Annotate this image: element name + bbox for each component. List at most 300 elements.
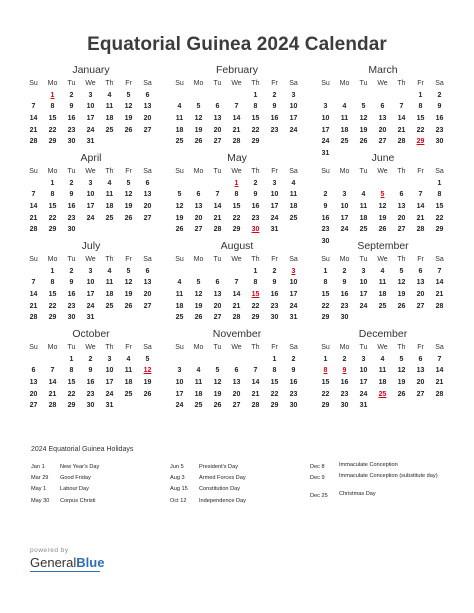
day-cell: 13 bbox=[143, 191, 152, 199]
weekday-label: Th bbox=[105, 80, 114, 87]
month-name: October bbox=[72, 328, 110, 340]
holiday-item bbox=[310, 491, 439, 502]
month-name: January bbox=[72, 64, 110, 76]
week-row bbox=[316, 301, 450, 313]
weekday-label: Su bbox=[175, 256, 184, 263]
day-cell: 15 bbox=[321, 379, 330, 387]
week-row bbox=[24, 224, 158, 236]
day-cell: 24 bbox=[105, 390, 114, 398]
day-cell: 8 bbox=[323, 279, 328, 287]
day-cell: 28 bbox=[29, 314, 38, 322]
day-cell: 29 bbox=[251, 314, 260, 322]
empty-cell bbox=[100, 136, 119, 148]
empty-cell bbox=[246, 354, 265, 366]
weekday-label: Tu bbox=[67, 344, 76, 351]
holiday-name: Christmas Day bbox=[339, 491, 376, 498]
week-row bbox=[24, 365, 158, 377]
weekday-label: We bbox=[231, 80, 242, 87]
week-row bbox=[316, 277, 450, 289]
day-cell: 19 bbox=[213, 390, 222, 398]
day-cell: 18 bbox=[378, 379, 387, 387]
day-cell: 10 bbox=[289, 279, 298, 287]
month-name: July bbox=[81, 240, 101, 252]
day-cell: 12 bbox=[194, 291, 203, 299]
holiday-date: Jan 1 bbox=[31, 464, 45, 470]
weekday-header bbox=[316, 166, 450, 178]
day-cell: 18 bbox=[289, 203, 298, 211]
day-cell: 22 bbox=[48, 126, 57, 134]
day-cell: 17 bbox=[321, 126, 330, 134]
day-cell: 9 bbox=[437, 103, 442, 111]
day-cell: 6 bbox=[215, 279, 220, 287]
day-cell: 9 bbox=[69, 191, 74, 199]
month-march bbox=[316, 62, 450, 160]
day-cell: 10 bbox=[359, 367, 368, 375]
month-july bbox=[24, 238, 158, 324]
weekday-label: We bbox=[231, 256, 242, 263]
day-cell: 28 bbox=[232, 138, 241, 146]
holiday-item bbox=[170, 496, 246, 507]
generalblue-logo bbox=[30, 547, 104, 572]
holiday-list-2 bbox=[170, 462, 246, 507]
day-cell: 4 bbox=[342, 103, 347, 111]
day-cell: 1 bbox=[50, 267, 55, 275]
day-cell: 30 bbox=[270, 314, 279, 322]
day-cell: 12 bbox=[194, 115, 203, 123]
day-cell: 28 bbox=[416, 226, 425, 234]
day-cell: 7 bbox=[437, 355, 442, 363]
holiday-day-cell: 9 bbox=[342, 367, 347, 375]
day-cell: 12 bbox=[124, 103, 133, 111]
week-row bbox=[24, 400, 158, 412]
empty-cell bbox=[430, 400, 449, 412]
day-cell: 29 bbox=[48, 226, 57, 234]
week-row bbox=[170, 289, 304, 301]
day-cell: 20 bbox=[213, 302, 222, 310]
month-december bbox=[316, 326, 450, 412]
holiday-name: New Year's Day bbox=[60, 464, 100, 470]
weekday-label: Mo bbox=[339, 168, 350, 175]
brand-general: General bbox=[30, 555, 77, 570]
day-cell: 24 bbox=[340, 226, 349, 234]
weekday-label: Su bbox=[175, 80, 184, 87]
holiday-date: May 30 bbox=[31, 497, 50, 504]
week-row bbox=[170, 201, 304, 213]
weekday-label: Mo bbox=[193, 256, 204, 263]
month-name: May bbox=[227, 152, 247, 164]
day-cell: 3 bbox=[88, 267, 93, 275]
day-cell: 27 bbox=[378, 138, 387, 146]
day-cell: 11 bbox=[194, 379, 203, 387]
day-cell: 29 bbox=[67, 402, 76, 410]
empty-cell bbox=[208, 178, 227, 190]
day-cell: 10 bbox=[359, 279, 368, 287]
day-cell: 1 bbox=[253, 267, 258, 275]
day-cell: 2 bbox=[253, 179, 258, 187]
day-cell: 4 bbox=[291, 179, 296, 187]
week-row bbox=[24, 354, 158, 366]
weekday-label: Fr bbox=[125, 168, 132, 175]
day-cell: 16 bbox=[270, 291, 279, 299]
day-cell: 1 bbox=[323, 267, 328, 275]
day-cell: 5 bbox=[126, 91, 131, 99]
weekday-label: Mo bbox=[339, 344, 350, 351]
empty-cell bbox=[373, 400, 392, 412]
day-cell: 3 bbox=[361, 355, 366, 363]
day-cell: 30 bbox=[340, 402, 349, 410]
weekday-label: We bbox=[85, 256, 96, 263]
weekday-label: Fr bbox=[271, 80, 278, 87]
month-august bbox=[170, 238, 304, 324]
day-cell: 6 bbox=[234, 367, 239, 375]
day-cell: 22 bbox=[251, 126, 260, 134]
week-row bbox=[316, 101, 450, 113]
empty-cell bbox=[138, 224, 157, 236]
week-row bbox=[24, 189, 158, 201]
weekday-label: Su bbox=[175, 168, 184, 175]
holiday-date: Jun 5 bbox=[170, 464, 184, 470]
day-cell: 30 bbox=[67, 314, 76, 322]
day-cell: 2 bbox=[272, 91, 277, 99]
month-january bbox=[24, 62, 158, 148]
day-cell: 4 bbox=[380, 355, 385, 363]
empty-cell bbox=[170, 354, 189, 366]
day-cell: 2 bbox=[437, 91, 442, 99]
day-cell: 3 bbox=[88, 91, 93, 99]
week-row bbox=[170, 178, 304, 190]
week-row bbox=[170, 101, 304, 113]
day-cell: 4 bbox=[107, 267, 112, 275]
day-cell: 2 bbox=[69, 267, 74, 275]
day-cell: 27 bbox=[143, 302, 152, 310]
day-cell: 7 bbox=[399, 103, 404, 111]
day-cell: 16 bbox=[340, 379, 349, 387]
month-february bbox=[170, 62, 304, 148]
day-cell: 30 bbox=[67, 226, 76, 234]
day-cell: 29 bbox=[435, 226, 444, 234]
weekday-header bbox=[316, 78, 450, 90]
day-cell: 29 bbox=[251, 138, 260, 146]
day-cell: 20 bbox=[143, 115, 152, 123]
day-cell: 23 bbox=[86, 390, 95, 398]
holiday-day-cell: 12 bbox=[143, 367, 152, 375]
day-cell: 23 bbox=[67, 302, 76, 310]
empty-cell bbox=[411, 400, 430, 412]
day-cell: 8 bbox=[69, 367, 74, 375]
week-row bbox=[170, 389, 304, 401]
day-cell: 15 bbox=[321, 291, 330, 299]
day-cell: 13 bbox=[213, 115, 222, 123]
day-cell: 7 bbox=[215, 191, 220, 199]
holiday-item bbox=[31, 496, 99, 507]
holiday-date: Aug 3 bbox=[170, 475, 185, 482]
day-cell: 10 bbox=[86, 191, 95, 199]
weekday-header bbox=[24, 166, 158, 178]
day-cell: 5 bbox=[399, 267, 404, 275]
day-cell: 11 bbox=[289, 191, 298, 199]
day-cell: 18 bbox=[105, 115, 114, 123]
day-cell: 4 bbox=[107, 91, 112, 99]
day-cell: 17 bbox=[86, 291, 95, 299]
weekday-label: Fr bbox=[417, 256, 424, 263]
day-cell: 1 bbox=[253, 91, 258, 99]
day-cell: 15 bbox=[416, 115, 425, 123]
day-cell: 10 bbox=[86, 279, 95, 287]
day-cell: 2 bbox=[342, 355, 347, 363]
day-cell: 13 bbox=[416, 279, 425, 287]
week-row bbox=[316, 201, 450, 213]
week-row bbox=[170, 266, 304, 278]
weekday-label: Th bbox=[397, 168, 406, 175]
day-cell: 26 bbox=[175, 226, 184, 234]
holiday-list-1 bbox=[31, 462, 99, 507]
holiday-day-cell: 30 bbox=[251, 226, 260, 234]
day-cell: 16 bbox=[251, 203, 260, 211]
day-cell: 23 bbox=[270, 126, 279, 134]
week-row bbox=[24, 101, 158, 113]
day-cell: 28 bbox=[232, 314, 241, 322]
day-cell: 25 bbox=[359, 226, 368, 234]
week-row bbox=[24, 125, 158, 137]
holiday-list-3 bbox=[310, 462, 439, 502]
day-cell: 24 bbox=[270, 214, 279, 222]
weekday-label: Tu bbox=[213, 344, 222, 351]
day-cell: 7 bbox=[50, 367, 55, 375]
day-cell: 14 bbox=[29, 115, 38, 123]
day-cell: 31 bbox=[86, 314, 95, 322]
day-cell: 9 bbox=[272, 279, 277, 287]
day-cell: 27 bbox=[143, 214, 152, 222]
holiday-name: Labour Day bbox=[60, 486, 89, 493]
day-cell: 16 bbox=[67, 291, 76, 299]
day-cell: 13 bbox=[213, 291, 222, 299]
day-cell: 2 bbox=[69, 91, 74, 99]
day-cell: 5 bbox=[145, 355, 150, 363]
holiday-item bbox=[170, 462, 246, 473]
week-row bbox=[316, 312, 450, 324]
day-cell: 13 bbox=[416, 367, 425, 375]
day-cell: 14 bbox=[416, 203, 425, 211]
day-cell: 21 bbox=[213, 214, 222, 222]
empty-cell bbox=[227, 90, 246, 102]
day-cell: 21 bbox=[232, 302, 241, 310]
week-row bbox=[316, 266, 450, 278]
day-cell: 22 bbox=[270, 390, 279, 398]
day-cell: 20 bbox=[213, 126, 222, 134]
weekday-label: Sa bbox=[435, 344, 444, 351]
day-cell: 17 bbox=[86, 115, 95, 123]
day-cell: 3 bbox=[272, 179, 277, 187]
day-cell: 24 bbox=[359, 302, 368, 310]
holiday-name: Independence Day bbox=[199, 497, 246, 504]
day-cell: 14 bbox=[213, 203, 222, 211]
day-cell: 28 bbox=[251, 402, 260, 410]
week-row bbox=[24, 178, 158, 190]
month-april bbox=[24, 150, 158, 236]
weekday-header bbox=[316, 342, 450, 354]
holiday-date: Dec 25 bbox=[310, 493, 328, 500]
day-cell: 13 bbox=[378, 115, 387, 123]
month-name: June bbox=[371, 152, 395, 164]
day-cell: 16 bbox=[289, 379, 298, 387]
day-cell: 7 bbox=[31, 279, 36, 287]
week-row bbox=[316, 136, 450, 148]
month-name: November bbox=[212, 328, 262, 340]
day-cell: 20 bbox=[416, 291, 425, 299]
day-cell: 6 bbox=[196, 191, 201, 199]
holiday-name: Corpus Christi bbox=[60, 497, 96, 504]
weekday-label: Th bbox=[397, 344, 406, 351]
week-row bbox=[24, 389, 158, 401]
weekday-label: Tu bbox=[359, 168, 368, 175]
empty-cell bbox=[430, 312, 449, 324]
day-cell: 30 bbox=[435, 138, 444, 146]
holiday-day-cell: 3 bbox=[291, 267, 296, 275]
day-cell: 10 bbox=[289, 103, 298, 111]
day-cell: 13 bbox=[194, 203, 203, 211]
day-cell: 26 bbox=[143, 390, 152, 398]
day-cell: 25 bbox=[340, 138, 349, 146]
day-cell: 31 bbox=[289, 314, 298, 322]
holiday-name: Immaculate Conception (substitute day) bbox=[339, 473, 438, 480]
week-row bbox=[170, 189, 304, 201]
day-cell: 23 bbox=[67, 126, 76, 134]
day-cell: 11 bbox=[105, 279, 114, 287]
day-cell: 16 bbox=[86, 379, 95, 387]
day-cell: 25 bbox=[175, 314, 184, 322]
day-cell: 28 bbox=[435, 302, 444, 310]
day-cell: 31 bbox=[270, 226, 279, 234]
weekday-label: Fr bbox=[271, 344, 278, 351]
day-cell: 4 bbox=[380, 267, 385, 275]
weekday-label: Th bbox=[105, 168, 114, 175]
day-cell: 26 bbox=[124, 214, 133, 222]
day-cell: 21 bbox=[29, 302, 38, 310]
holiday-day-cell: 8 bbox=[323, 367, 328, 375]
weekday-label: We bbox=[377, 256, 388, 263]
week-row bbox=[316, 289, 450, 301]
day-cell: 8 bbox=[437, 191, 442, 199]
day-cell: 2 bbox=[291, 355, 296, 363]
day-cell: 12 bbox=[213, 379, 222, 387]
day-cell: 15 bbox=[48, 291, 57, 299]
brand-name bbox=[30, 555, 104, 570]
empty-cell bbox=[392, 90, 411, 102]
day-cell: 30 bbox=[86, 402, 95, 410]
day-cell: 21 bbox=[29, 126, 38, 134]
month-may bbox=[170, 150, 304, 236]
month-june bbox=[316, 150, 450, 248]
holiday-date: Dec 8 bbox=[310, 464, 325, 470]
day-cell: 29 bbox=[270, 402, 279, 410]
powered-by-text: powered by bbox=[30, 547, 69, 554]
day-cell: 16 bbox=[270, 115, 279, 123]
day-cell: 22 bbox=[251, 302, 260, 310]
day-cell: 10 bbox=[175, 379, 184, 387]
weekday-label: We bbox=[377, 344, 388, 351]
day-cell: 8 bbox=[272, 367, 277, 375]
day-cell: 6 bbox=[145, 179, 150, 187]
day-cell: 4 bbox=[196, 367, 201, 375]
day-cell: 29 bbox=[48, 138, 57, 146]
day-cell: 12 bbox=[124, 191, 133, 199]
empty-cell bbox=[354, 178, 373, 190]
day-cell: 31 bbox=[321, 150, 330, 158]
day-cell: 21 bbox=[232, 126, 241, 134]
week-row bbox=[316, 400, 450, 412]
day-cell: 7 bbox=[234, 103, 239, 111]
day-cell: 1 bbox=[437, 179, 442, 187]
holiday-item bbox=[310, 473, 439, 491]
day-cell: 1 bbox=[323, 355, 328, 363]
week-row bbox=[170, 90, 304, 102]
day-cell: 11 bbox=[175, 115, 184, 123]
day-cell: 7 bbox=[234, 279, 239, 287]
day-cell: 3 bbox=[323, 103, 328, 111]
empty-cell bbox=[100, 224, 119, 236]
day-cell: 21 bbox=[397, 126, 406, 134]
day-cell: 14 bbox=[232, 115, 241, 123]
weekday-label: Th bbox=[397, 80, 406, 87]
day-cell: 14 bbox=[435, 279, 444, 287]
day-cell: 1 bbox=[69, 355, 74, 363]
day-cell: 5 bbox=[399, 355, 404, 363]
weekday-label: Sa bbox=[289, 168, 298, 175]
day-cell: 25 bbox=[289, 214, 298, 222]
day-cell: 29 bbox=[321, 314, 330, 322]
day-cell: 16 bbox=[67, 203, 76, 211]
weekday-header bbox=[24, 342, 158, 354]
week-row bbox=[170, 354, 304, 366]
empty-cell bbox=[119, 224, 138, 236]
day-cell: 10 bbox=[270, 191, 279, 199]
empty-cell bbox=[411, 312, 430, 324]
day-cell: 8 bbox=[418, 103, 423, 111]
day-cell: 19 bbox=[397, 379, 406, 387]
week-row bbox=[170, 312, 304, 324]
day-cell: 27 bbox=[416, 390, 425, 398]
day-cell: 9 bbox=[69, 279, 74, 287]
day-cell: 22 bbox=[48, 214, 57, 222]
day-cell: 15 bbox=[232, 203, 241, 211]
weekday-header bbox=[316, 254, 450, 266]
day-cell: 11 bbox=[105, 103, 114, 111]
day-cell: 19 bbox=[175, 214, 184, 222]
empty-cell bbox=[373, 312, 392, 324]
week-row bbox=[24, 312, 158, 324]
empty-cell bbox=[335, 90, 354, 102]
empty-cell bbox=[24, 178, 43, 190]
day-cell: 30 bbox=[67, 138, 76, 146]
day-cell: 25 bbox=[105, 126, 114, 134]
empty-cell bbox=[227, 354, 246, 366]
week-row bbox=[170, 365, 304, 377]
weekday-label: Su bbox=[29, 168, 38, 175]
day-cell: 18 bbox=[105, 203, 114, 211]
holiday-day-cell: 1 bbox=[234, 179, 239, 187]
holiday-name: Constitution Day bbox=[199, 486, 241, 493]
weekday-label: Su bbox=[29, 80, 38, 87]
empty-cell bbox=[189, 178, 208, 190]
day-cell: 24 bbox=[289, 302, 298, 310]
day-cell: 14 bbox=[435, 367, 444, 375]
day-cell: 12 bbox=[397, 367, 406, 375]
empty-cell bbox=[119, 312, 138, 324]
day-cell: 31 bbox=[86, 138, 95, 146]
weekday-label: Th bbox=[105, 256, 114, 263]
week-row bbox=[316, 365, 450, 377]
day-cell: 17 bbox=[105, 379, 114, 387]
